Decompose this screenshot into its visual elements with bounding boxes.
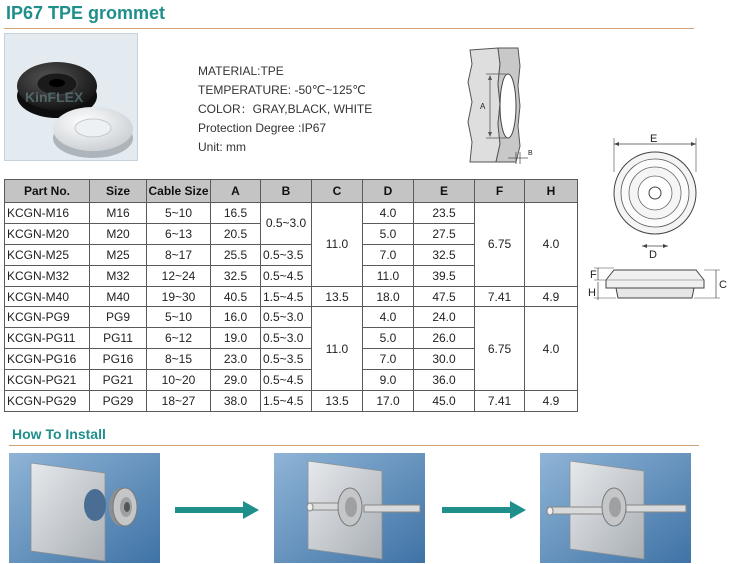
cell-d: 5.0 (363, 328, 414, 349)
install-divider (9, 445, 699, 446)
cell-a: 16.5 (211, 203, 261, 224)
cell-c-merged: 11.0 (312, 203, 363, 287)
table-row (5, 203, 578, 224)
cell-c: 13.5 (312, 391, 363, 412)
cell-a: 23.0 (211, 349, 261, 370)
cell-f-merged: 6.75 (475, 307, 525, 391)
cell-b: 1.5~4.5 (261, 391, 312, 412)
cell-f: 7.41 (475, 286, 525, 307)
label-e: E (650, 133, 658, 145)
cell-d: 18.0 (363, 286, 414, 307)
header-a: A (211, 180, 261, 203)
cell-cable: 6~13 (147, 223, 211, 244)
cell-h-merged: 4.0 (525, 307, 578, 391)
panel-mounting-diagram (460, 44, 544, 166)
spec-protection: Protection Degree :IP67 (198, 121, 327, 135)
cell-d: 9.0 (363, 370, 414, 391)
label-h: H (588, 287, 596, 299)
cell-e: 32.5 (414, 244, 475, 265)
cell-size: M25 (90, 244, 147, 265)
cell-d: 4.0 (363, 203, 414, 224)
cell-b: 0.5~3.0 (261, 328, 312, 349)
cell-b: 0.5~3.5 (261, 244, 312, 265)
cell-part: KCGN-M16 (5, 203, 90, 224)
cell-f: 7.41 (475, 391, 525, 412)
cell-size: M16 (90, 203, 147, 224)
header-h: H (525, 180, 578, 203)
header-f: F (475, 180, 525, 203)
grommet-dimension-diagram (584, 132, 730, 310)
cell-cable: 8~15 (147, 349, 211, 370)
label-f: F (590, 269, 597, 281)
table-row (5, 286, 578, 307)
cell-b: 0.5~4.5 (261, 265, 312, 286)
specification-list (198, 62, 372, 157)
cell-a: 40.5 (211, 286, 261, 307)
cell-d: 17.0 (363, 391, 414, 412)
title-divider (4, 28, 694, 29)
cell-size: M32 (90, 265, 147, 286)
cell-cable: 10~20 (147, 370, 211, 391)
cell-size: PG9 (90, 307, 147, 328)
cell-b: 0.5~3.5 (261, 349, 312, 370)
page-title: IP67 TPE grommet (6, 3, 166, 23)
cell-d: 7.0 (363, 244, 414, 265)
install-section-title: How To Install (12, 426, 106, 442)
cell-h: 4.9 (525, 286, 578, 307)
cell-e: 47.5 (414, 286, 475, 307)
cell-size: PG29 (90, 391, 147, 412)
cell-size: M20 (90, 223, 147, 244)
cell-cable: 8~17 (147, 244, 211, 265)
cell-e: 39.5 (414, 265, 475, 286)
label-c: C (719, 279, 727, 291)
cell-d: 11.0 (363, 265, 414, 286)
cell-part: KCGN-PG11 (5, 328, 90, 349)
header-d: D (363, 180, 414, 203)
cell-part: KCGN-PG29 (5, 391, 90, 412)
cell-e: 23.5 (414, 203, 475, 224)
cell-a: 19.0 (211, 328, 261, 349)
header-e: E (414, 180, 475, 203)
header-part-no: Part No. (5, 180, 90, 203)
table-header-row (5, 180, 578, 203)
cell-part: KCGN-M40 (5, 286, 90, 307)
product-photo (4, 33, 138, 161)
cell-a: 38.0 (211, 391, 261, 412)
header-c: C (312, 180, 363, 203)
install-step-1-image (9, 453, 160, 563)
cell-a: 32.5 (211, 265, 261, 286)
cell-b-merged: 0.5~3.0 (261, 203, 312, 245)
cell-part: KCGN-PG16 (5, 349, 90, 370)
dimension-table (4, 179, 578, 412)
cell-f-merged: 6.75 (475, 203, 525, 287)
cell-a: 25.5 (211, 244, 261, 265)
cell-cable: 5~10 (147, 203, 211, 224)
cell-cable: 18~27 (147, 391, 211, 412)
mount-label-b: B (528, 150, 533, 157)
cell-d: 5.0 (363, 223, 414, 244)
cell-e: 36.0 (414, 370, 475, 391)
cell-cable: 12~24 (147, 265, 211, 286)
header-size: Size (90, 180, 147, 203)
cell-c: 13.5 (312, 286, 363, 307)
install-step-2-image (274, 453, 425, 563)
cell-b: 0.5~4.5 (261, 370, 312, 391)
cell-part: KCGN-PG9 (5, 307, 90, 328)
label-d: D (649, 249, 657, 261)
svg-text:KinFLEX: KinFLEX (25, 89, 84, 105)
cell-e: 27.5 (414, 223, 475, 244)
cell-e: 30.0 (414, 349, 475, 370)
cell-a: 29.0 (211, 370, 261, 391)
cell-size: PG16 (90, 349, 147, 370)
cell-h-merged: 4.0 (525, 203, 578, 287)
cell-cable: 6~12 (147, 328, 211, 349)
cell-e: 45.0 (414, 391, 475, 412)
cell-c-merged: 11.0 (312, 307, 363, 391)
cell-cable: 19~30 (147, 286, 211, 307)
cell-a: 16.0 (211, 307, 261, 328)
spec-unit: Unit: mm (198, 140, 246, 154)
cell-cable: 5~10 (147, 307, 211, 328)
grommet-photo-image (5, 34, 138, 161)
mount-label-a: A (480, 102, 486, 111)
cell-part: KCGN-PG21 (5, 370, 90, 391)
table-row (5, 391, 578, 412)
install-step-3-image (540, 453, 691, 563)
table-row (5, 307, 578, 328)
cell-e: 26.0 (414, 328, 475, 349)
spec-material: MATERIAL:TPE (198, 64, 284, 78)
cell-size: PG11 (90, 328, 147, 349)
spec-color: COLOR：GRAY,BLACK, WHITE (198, 102, 373, 116)
cell-b: 1.5~4.5 (261, 286, 312, 307)
cell-b: 0.5~3.0 (261, 307, 312, 328)
cell-d: 7.0 (363, 349, 414, 370)
cell-part: KCGN-M32 (5, 265, 90, 286)
cell-h: 4.9 (525, 391, 578, 412)
cell-size: M40 (90, 286, 147, 307)
cell-a: 20.5 (211, 223, 261, 244)
cell-d: 4.0 (363, 307, 414, 328)
arrow-right-icon (442, 500, 526, 520)
cell-part: KCGN-M25 (5, 244, 90, 265)
cell-size: PG21 (90, 370, 147, 391)
header-cable-size: Cable Size (147, 180, 211, 203)
spec-temperature: TEMPERATURE: -50℃~125℃ (198, 83, 366, 97)
header-b: B (261, 180, 312, 203)
cell-e: 24.0 (414, 307, 475, 328)
cell-part: KCGN-M20 (5, 223, 90, 244)
arrow-right-icon (175, 500, 259, 520)
